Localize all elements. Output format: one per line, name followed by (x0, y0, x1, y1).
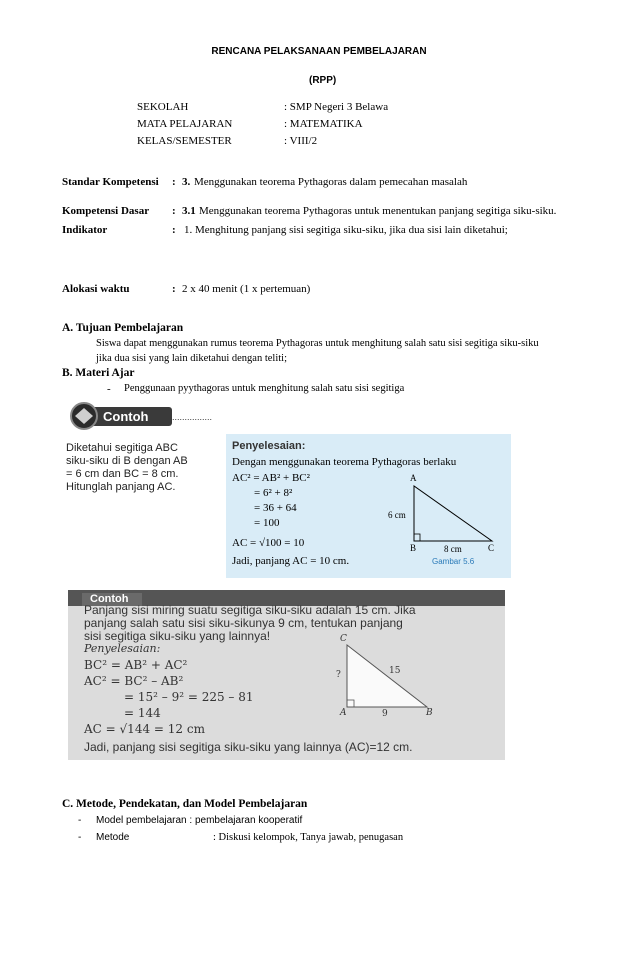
example-2-fig-unknown: ? (336, 670, 341, 680)
time-label: Alokasi waktu (62, 283, 130, 295)
example-2-step: AC² = BC² – AB² (84, 674, 184, 688)
example-2-conclusion: Jadi, panjang sisi segitiga siku-siku yang lainnya (AC)=12 cm. (84, 740, 413, 754)
section-c-dash: - (78, 815, 82, 826)
example-1-fig-label-a: A (410, 473, 417, 483)
example-2-fig-side-ab: 9 (382, 709, 388, 719)
example-2-badge-label: Contoh (90, 593, 129, 605)
example-2-step: BC² = AB² + AC² (84, 658, 188, 672)
example-2-fig-label-c: C (340, 634, 347, 644)
identity-label-school: SEKOLAH (137, 101, 189, 113)
page-title: RENCANA PELAKSANAAN PEMBELAJARAN (211, 46, 427, 57)
example-1-step: = 6² + 8² (254, 487, 293, 499)
example-1-fig-side-bc: 8 cm (444, 544, 462, 554)
sk-label: Standar Kompetensi (62, 176, 159, 188)
section-b-bullet-dash: - (107, 383, 111, 395)
example-1-fig-label-b: B (410, 543, 417, 553)
example-1-solution-intro: Dengan menggunakan teorema Pythagoras berlaku (232, 456, 457, 468)
indicator-colon: : (172, 224, 176, 236)
example-2-problem-line: sisi segitiga siku-siku yang lainnya! (84, 629, 271, 643)
example-1-step: AC² = AB² + BC² (232, 472, 310, 484)
sk-number: 3. (182, 176, 191, 188)
indicator-text: 1. Menghitung panjang sisi segitiga siku-siku, jika dua sisi lain diketahui; (184, 224, 508, 236)
section-b-heading: B. Materi Ajar (62, 367, 135, 379)
section-c-heading: C. Metode, Pendekatan, dan Model Pembelajaran (62, 798, 308, 810)
section-a-heading: A. Tujuan Pembelajaran (62, 322, 184, 334)
sk-colon: : (172, 176, 176, 188)
identity-label-subject: MATA PELAJARAN (137, 118, 233, 130)
section-c-dash: - (78, 832, 82, 843)
identity-value-subject: : MATEMATIKA (284, 118, 363, 130)
example-1-step: = 36 + 64 (254, 502, 297, 514)
section-a-line2: jika dua sisi yang lain diketahui dengan teliti; (96, 353, 287, 364)
kd-text: Menggunakan teorema Pythagoras untuk menentukan panjang segitiga siku-siku. (199, 205, 557, 217)
time-colon: : (172, 283, 176, 295)
example-1-problem-line: = 6 cm dan BC = 8 cm. (66, 468, 179, 480)
kd-number: 3.1 (182, 205, 196, 217)
example-1-step: = 100 (254, 517, 280, 529)
example-2-panel (68, 590, 505, 760)
example-1-fig-caption: Gambar 5.6 (432, 557, 475, 566)
example-2-step: = 144 (124, 706, 161, 720)
sk-text: Menggunakan teorema Pythagoras dalam pemecahan masalah (194, 176, 468, 188)
page-subtitle: (RPP) (309, 75, 337, 86)
example-1-badge-label: Contoh (103, 409, 149, 424)
example-2-fig-hypotenuse: 15 (389, 666, 401, 676)
example-1-problem (66, 442, 188, 494)
example-1-problem-line: Diketahui segitiga ABC (66, 442, 178, 454)
example-1-fig-label-c: C (488, 543, 495, 553)
section-a-line1: Siswa dapat menggunakan rumus teorema Pythagoras untuk menghitung salah satu sisi segitiga siku-siku (96, 338, 539, 349)
example-1-badge (62, 400, 212, 430)
example-1-badge-dots: ................ (172, 412, 213, 422)
example-2-problem-line: panjang salah satu sisi siku-sikunya 9 cm, tentukan panjang (84, 616, 403, 630)
example-2-solution-title: Penyelesaian: (84, 642, 161, 655)
section-c-item-method-label: Metode (96, 832, 130, 843)
example-1-solution-title: Penyelesaian: (232, 440, 306, 452)
section-c-item-model: Model pembelajaran : pembelajaran kooperatif (96, 815, 303, 826)
example-1-solution-box (226, 434, 511, 578)
example-1-problem-line: siku-siku di B dengan AB (66, 455, 188, 467)
identity-label-class: KELAS/SEMESTER (137, 135, 232, 147)
example-2-triangle-figure (68, 590, 505, 760)
time-text: 2 x 40 menit (1 x pertemuan) (182, 283, 311, 295)
example-2-step: = 15² – 9² = 225 – 81 (124, 690, 254, 704)
indicator-label: Indikator (62, 224, 108, 236)
example-1-step: AC = √100 = 10 (232, 537, 305, 549)
identity-value-class: : VIII/2 (284, 135, 318, 147)
example-2-fig-label-a: A (340, 708, 347, 718)
example-2-step: AC = √144 = 12 cm (84, 722, 205, 736)
identity-value-school: : SMP Negeri 3 Belawa (284, 101, 389, 113)
section-c-item-method-value: : Diskusi kelompok, Tanya jawab, penugasan (213, 832, 404, 843)
example-1-fig-side-ab: 6 cm (388, 510, 406, 520)
example-2-fig-label-b: B (426, 708, 433, 718)
example-1-problem-line: Hitunglah panjang AC. (66, 481, 176, 493)
kd-colon: : (172, 205, 176, 217)
example-2-problem-line: Panjang sisi miring suatu segitiga siku-siku adalah 15 cm. Jika (84, 603, 416, 617)
example-1-conclusion: Jadi, panjang AC = 10 cm. (232, 555, 350, 567)
kd-label: Kompetensi Dasar (62, 205, 150, 217)
section-b-bullet: Penggunaan pyythagoras untuk menghitung salah satu sisi segitiga (124, 383, 405, 394)
